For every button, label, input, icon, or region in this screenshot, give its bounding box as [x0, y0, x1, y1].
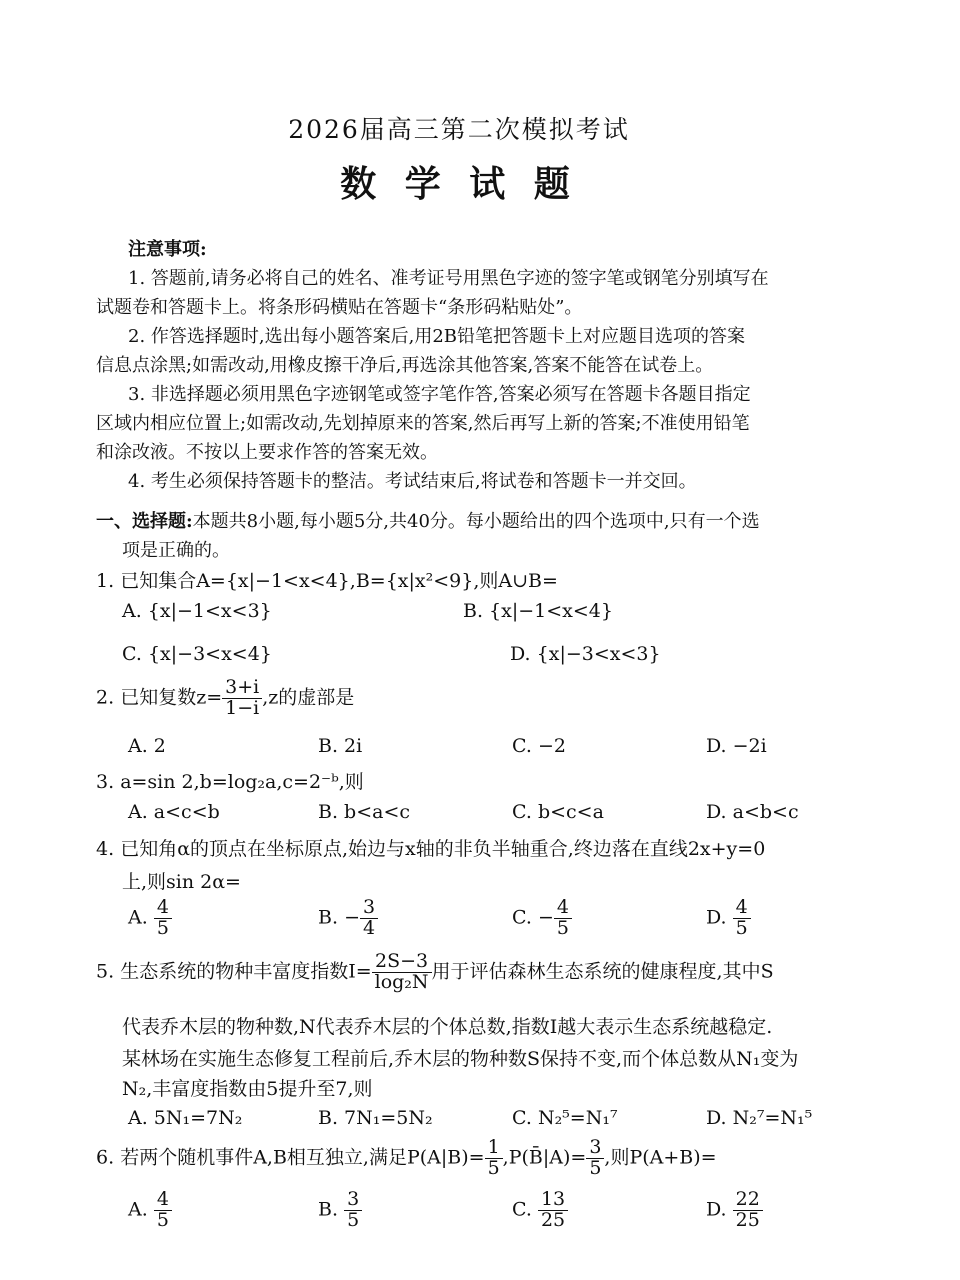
q6-option-a: A. $\frac{4}{5}$: [128, 1190, 172, 1231]
q1-option-a: A. {x|−1<x<3}: [122, 600, 272, 622]
exam-title: 2026届高三第二次模拟考试: [288, 115, 630, 144]
q6-stem: 6. 若两个随机事件A,B相互独立,满足P(A|B)= $\frac{1}{5}$ ,P(B̄|A)= $\frac{3}{5}$ ,则P(A+B)=: [96, 1136, 717, 1179]
q1-option-b: B. {x|−1<x<4}: [463, 600, 613, 622]
q1-text: 已知集合A={x|−1<x<4},B={x|x²<9},则A∪B=: [120, 570, 558, 592]
q4-stem-cont: 上,则sin 2α=: [122, 871, 241, 893]
q1-option-c: C. {x|−3<x<4}: [122, 643, 272, 665]
q2-option-c: C. −2: [512, 735, 566, 757]
section-title: 一、选择题:: [96, 511, 193, 532]
q4-stem: 4. 已知角α的顶点在坐标原点,始边与x轴的非负半轴重合,终边落在直线2x+y=0: [96, 838, 766, 860]
q1-option-d: D. {x|−3<x<3}: [510, 643, 661, 665]
q2-stem: 2. 已知复数z= $\frac{3+i}{1-i}$ ,z的虚部是: [96, 676, 355, 719]
notice-line: 试题卷和答题卡上。将条形码横贴在答题卡“条形码粘贴处”。: [96, 297, 583, 318]
notice-line: 和涂改液。不按以上要求作答的答案无效。: [96, 442, 438, 463]
notice-line: 4. 考生必须保持答题卡的整洁。考试结束后,将试卷和答题卡一并交回。: [128, 471, 697, 492]
section-text-cont: 项是正确的。: [122, 540, 230, 561]
q2-option-b: B. 2i: [318, 735, 363, 757]
q5-option-b: B. 7N₁=5N₂: [318, 1107, 433, 1129]
notice-line: 1. 答题前,请务必将自己的姓名、准考证号用黑色字迹的签字笔或钢笔分别填写在: [128, 268, 769, 289]
q5-stem: 5. 生态系统的物种丰富度指数I= $\frac{2S-3}{\text{log₂N}}$ 用于评估森林生态系统的健康程度,其中S: [96, 950, 774, 993]
q2-option-a: A. 2: [128, 735, 166, 757]
notice-line: 区域内相应位置上;如需改动,先划掉原来的答案,然后再写上新的答案;不准使用铅笔: [96, 413, 750, 434]
q5-line: 某林场在实施生态修复工程前后,乔木层的物种数S保持不变,而个体总数从N₁变为: [122, 1048, 799, 1070]
q6-text-post: ,则P(A+B)=: [604, 1146, 717, 1169]
q3-option-a: A. a<c<b: [128, 801, 220, 823]
notice-line: 2. 作答选择题时,选出每小题答案后,用2B铅笔把答题卡上对应题目选项的答案: [128, 326, 746, 347]
notice-title: 注意事项:: [128, 239, 207, 260]
q6-text-mid: ,P(B̄|A)=: [502, 1146, 587, 1169]
q5-line: N₂,丰富度指数由5提升至7,则: [122, 1078, 373, 1100]
q2-text-pre: 已知复数z=: [120, 686, 223, 709]
q2-text-post: ,z的虚部是: [262, 686, 355, 709]
q1-stem: 1. 已知集合A={x|−1<x<4},B={x|x²<9},则A∪B=: [96, 570, 558, 592]
q4-option-b: B. − $\frac{3}{4}$: [318, 898, 378, 939]
q5-line: 代表乔木层的物种数,N代表乔木层的个体总数,指数I越大表示生态系统越稳定.: [122, 1016, 773, 1038]
q5-option-c: C. N₂⁵=N₁⁷: [512, 1107, 618, 1129]
q5-text-pre: 生态系统的物种丰富度指数I=: [120, 960, 372, 983]
q6-text-pre: 若两个随机事件A,B相互独立,满足P(A|B)=: [120, 1146, 485, 1169]
q4-text: 已知角α的顶点在坐标原点,始边与x轴的非负半轴重合,终边落在直线2x+y=0: [120, 838, 766, 860]
q5-option-a: A. 5N₁=7N₂: [128, 1107, 243, 1129]
q2-fraction: $\frac{3+i}{1-i}$: [222, 678, 262, 719]
section-text: 本题共8小题,每小题5分,共40分。每小题给出的四个选项中,只有一个选: [192, 511, 760, 532]
q5-fraction: $\frac{2S-3}{\text{log₂N}}$: [372, 952, 432, 993]
q2-option-d: D. −2i: [706, 735, 767, 757]
q4-option-d: D. $\frac{4}{5}$: [706, 898, 751, 939]
q4-option-a: A. $\frac{4}{5}$: [128, 898, 172, 939]
notice-line: 信息点涂黑;如需改动,用橡皮擦干净后,再选涂其他答案,答案不能答在试卷上。: [96, 355, 714, 376]
q6-option-d: D. $\frac{22}{25}$: [706, 1190, 763, 1231]
notice-line: 3. 非选择题必须用黑色字迹钢笔或签字笔作答,答案必须写在答题卡各题目指定: [128, 384, 751, 405]
q5-text-post: 用于评估森林生态系统的健康程度,其中S: [431, 960, 774, 983]
q3-option-d: D. a<b<c: [706, 801, 799, 823]
q5-option-d: D. N₂⁷=N₁⁵: [706, 1107, 813, 1129]
q3-stem: 3. a=sin 2,b=log₂a,c=2⁻ᵇ,则: [96, 771, 364, 793]
q3-text: a=sin 2,b=log₂a,c=2⁻ᵇ,则: [120, 771, 364, 793]
q3-option-c: C. b<c<a: [512, 801, 604, 823]
section-heading: [96, 507, 760, 533]
subject-title: 数 学 试 题: [340, 163, 578, 205]
q4-option-c: C. − $\frac{4}{5}$: [512, 898, 572, 939]
q6-option-b: B. $\frac{3}{5}$: [318, 1190, 362, 1231]
q6-option-c: C. $\frac{13}{25}$: [512, 1190, 568, 1231]
q3-option-b: B. b<a<c: [318, 801, 411, 823]
